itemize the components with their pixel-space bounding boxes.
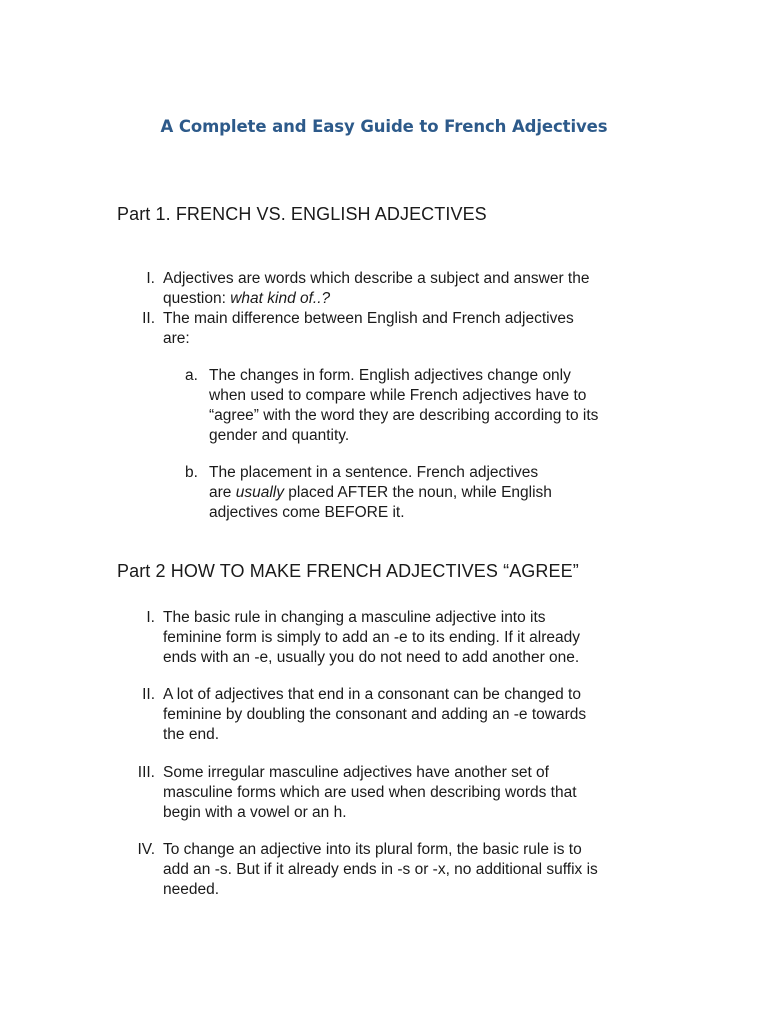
item-text — [163, 685, 673, 745]
part2-heading: Part 2 HOW TO MAKE FRENCH ADJECTIVES “AGREE” — [117, 561, 579, 581]
item-line: add an -s. But if it already ends in -s or -x, no additional suffix is — [163, 861, 598, 878]
item-number: IV. — [137, 841, 155, 858]
item-text — [163, 309, 673, 349]
item-line: masculine forms which are used when describing words that — [163, 784, 577, 801]
item-number: I. — [146, 609, 155, 626]
item-line: The main difference between English and French adjectives — [163, 310, 574, 327]
item-line: To change an adjective into its plural form, the basic rule is to — [163, 841, 582, 858]
part1-heading: Part 1. FRENCH VS. ENGLISH ADJECTIVES — [117, 204, 487, 224]
item-number: III. — [137, 764, 155, 781]
item-line: Some irregular masculine adjectives have another set of — [163, 764, 549, 781]
subitem-line: gender and quantity. — [209, 427, 350, 444]
subitem-text — [209, 366, 659, 446]
item-line: feminine by doubling the consonant and adding an -e towards — [163, 706, 587, 723]
item-text — [163, 608, 673, 668]
subitem-letter: b. — [185, 464, 198, 481]
subitem-line-suffix: placed AFTER the noun, while English — [283, 484, 552, 501]
item-line: A lot of adjectives that end in a consonant can be changed to — [163, 686, 581, 703]
item-text — [163, 763, 673, 823]
item-text — [163, 269, 673, 309]
item-line — [163, 289, 673, 309]
item-line: the end. — [163, 726, 220, 743]
item-number: II. — [142, 686, 155, 703]
subitem-letter: a. — [185, 367, 198, 384]
item-text — [163, 840, 673, 900]
item-line: Adjectives are words which describe a subject and answer the — [163, 270, 590, 287]
item-line: are: — [163, 330, 190, 347]
item-line: begin with a vowel or an h. — [163, 804, 347, 821]
item-number: II. — [142, 310, 155, 327]
subitem-line: when used to compare while French adjectives have to — [209, 387, 587, 404]
subitem-text — [209, 463, 659, 523]
subitem-line: “agree” with the word they are describing according to its — [209, 407, 599, 424]
item-line: needed. — [163, 881, 220, 898]
subitem-line — [209, 483, 659, 503]
subitem-line: The changes in form. English adjectives change only — [209, 367, 571, 384]
subitem-line-prefix: are — [209, 484, 236, 501]
document-title: A Complete and Easy Guide to French Adjectives — [160, 117, 608, 136]
subitem-line-italic: usually — [235, 484, 284, 501]
item-line: feminine form is simply to add an -e to its ending. If it already — [163, 629, 580, 646]
item-line: The basic rule in changing a masculine adjective into its — [163, 609, 546, 626]
item-number: I. — [146, 270, 155, 287]
subitem-line: adjectives come BEFORE it. — [209, 504, 405, 521]
item-line-italic: what kind of..? — [230, 290, 331, 307]
item-line-prefix: question: — [163, 290, 231, 307]
subitem-line: The placement in a sentence. French adjectives — [209, 464, 539, 481]
item-line: ends with an -e, usually you do not need to add another one. — [163, 649, 580, 666]
